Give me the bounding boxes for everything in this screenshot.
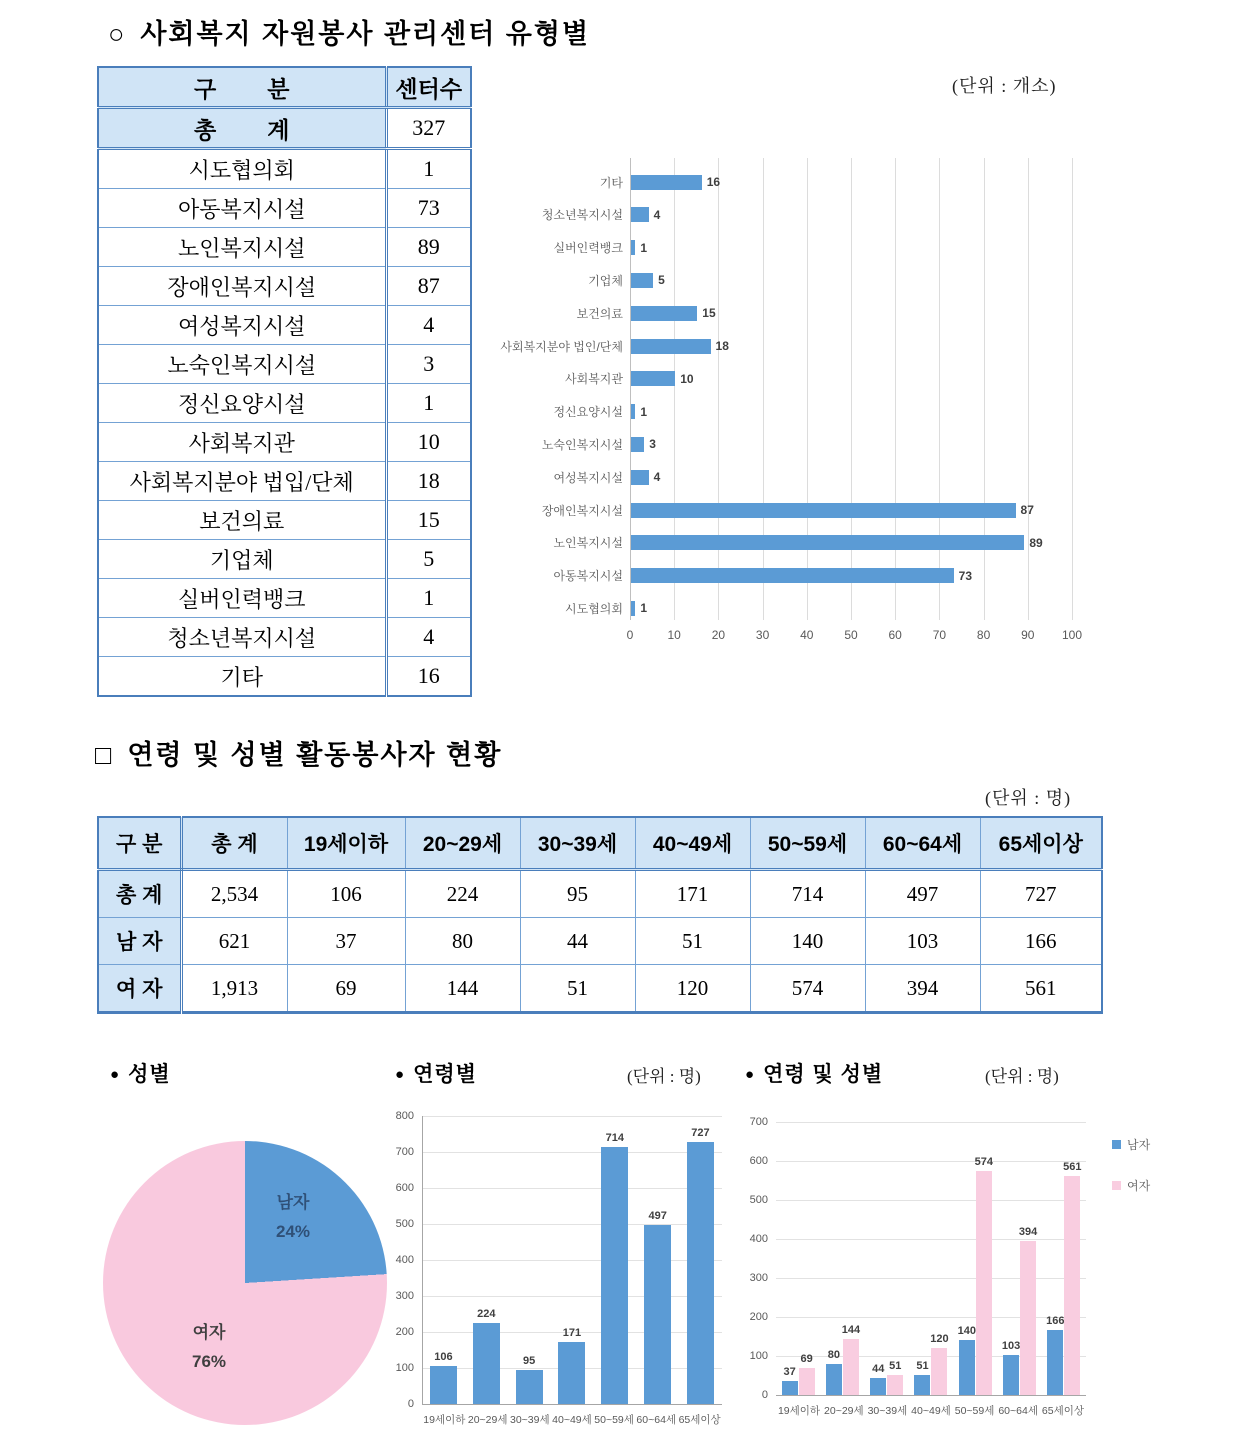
table-row [98, 965, 1102, 1013]
column-header: 65세이상 [980, 817, 1102, 870]
row-value-cell: 106 [287, 870, 405, 918]
center-type-table [97, 66, 472, 697]
y-tick-label: 700 [395, 1146, 414, 1158]
age-gender-chart-unit-note: (단위 : 명) [985, 1067, 1059, 1086]
table-row [98, 540, 471, 579]
pie-label-value: 24% [275, 1221, 311, 1241]
bar-row [495, 560, 1112, 592]
axis-tick-label: 60 [888, 628, 902, 642]
age-gender-table [97, 816, 1103, 1014]
x-category-label: 30~39세 [510, 1414, 550, 1426]
bar-group [1003, 1122, 1037, 1395]
y-tick-label: 0 [761, 1389, 768, 1401]
bar-value-label: 18 [715, 339, 729, 353]
bar-value-label: 1 [640, 601, 648, 616]
bar [1063, 1161, 1082, 1395]
bar-value-label: 89 [1029, 535, 1043, 550]
row-value-cell: 4 [386, 306, 471, 345]
legend-label: 남자 [1127, 1138, 1151, 1152]
row-value-cell: 727 [980, 870, 1102, 918]
bar-value-label: 140 [957, 1325, 976, 1338]
bar [601, 1131, 628, 1404]
row-label-cell: 정신요양시설 [98, 384, 386, 423]
y-tick-label: 100 [395, 1362, 414, 1374]
legend-swatch [1112, 1181, 1121, 1190]
row-value-cell: 1 [386, 579, 471, 618]
table-row [98, 108, 471, 149]
axis-tick-label: 0 [626, 628, 634, 642]
bar-value-label: 120 [930, 1333, 949, 1346]
bar-category-label: 기업체 [588, 273, 623, 288]
bar [644, 1210, 671, 1404]
age-bar-chart [392, 1100, 730, 1450]
row-value-cell: 10 [386, 423, 471, 462]
age-gender-bar-chart [746, 1100, 1160, 1450]
bar-group [558, 1116, 585, 1404]
row-label-cell: 사회복지분야 법입/단체 [98, 462, 386, 501]
bar-group [473, 1116, 500, 1404]
bullet-icon: ● [395, 1066, 406, 1083]
bar-category-label: 사회복지분야 법인/단체 [500, 339, 623, 354]
row-label-cell: 장애인복지시설 [98, 267, 386, 306]
row-value-cell: 1 [386, 149, 471, 189]
bar-row [495, 330, 1112, 362]
axis-tick-label: 90 [1021, 628, 1035, 642]
bar-value-label: 80 [827, 1348, 841, 1361]
row-value-cell: 95 [520, 870, 635, 918]
section1-title-text: 사회복지 자원봉사 관리센터 유형별 [140, 19, 591, 49]
table-row [98, 189, 471, 228]
bar-value-label: 95 [522, 1354, 536, 1367]
bar [957, 1325, 976, 1395]
bar-value-label: 73 [958, 568, 973, 583]
row-value-cell: 574 [750, 965, 865, 1013]
bar [631, 601, 635, 616]
bar-group [644, 1116, 671, 1404]
bar-category-label: 아동복지시설 [553, 569, 623, 584]
bar [631, 207, 649, 222]
table-row [98, 918, 1102, 965]
bar-value-label: 5 [658, 273, 665, 288]
row-value-cell: 144 [405, 965, 520, 1013]
pie-graphic [103, 1141, 387, 1425]
bar-category-label: 노숙인복지시설 [541, 437, 623, 452]
bullet-icon: ● [110, 1066, 121, 1083]
h-gridline [776, 1395, 1086, 1396]
table-row [98, 267, 471, 306]
axis-tick-label: 80 [976, 628, 991, 642]
bar-row [495, 232, 1112, 264]
row-value-cell: 18 [386, 462, 471, 501]
bar-row [495, 592, 1112, 624]
bar-value-label: 144 [841, 1323, 861, 1336]
section2-title-text: 연령 및 성별 활동봉사자 현황 [127, 740, 503, 770]
axis-tick-label: 20 [711, 628, 726, 642]
table-row [98, 501, 471, 540]
bar-value-label: 561 [1063, 1161, 1082, 1174]
bar-value-label: 51 [889, 1360, 902, 1373]
bar-value-label: 224 [477, 1308, 496, 1321]
row-label-cell: 청소년복지시설 [98, 618, 386, 657]
row-value-cell: 16 [386, 657, 471, 697]
bar-category-label: 사회복지관 [565, 372, 623, 387]
row-label-cell: 노인복지시설 [98, 228, 386, 267]
bar-group [914, 1122, 948, 1395]
row-label-cell: 실버인력뱅크 [98, 579, 386, 618]
x-category-label: 20~29세 [467, 1414, 508, 1426]
bar-category-label: 시도협의회 [565, 601, 623, 616]
y-tick-label: 800 [395, 1110, 414, 1122]
row-value-cell: 1,913 [181, 965, 287, 1013]
bar [1001, 1339, 1021, 1395]
bars-area [422, 1116, 722, 1404]
bar [914, 1360, 930, 1395]
bar-value-label: 497 [648, 1210, 667, 1223]
bar [687, 1127, 714, 1404]
row-value-cell: 224 [405, 870, 520, 918]
row-value-cell: 561 [980, 965, 1102, 1013]
bar-row [495, 428, 1112, 460]
row-value-cell: 69 [287, 965, 405, 1013]
age-gender-chart-title [745, 1058, 883, 1088]
row-value-cell: 5 [386, 540, 471, 579]
x-category-label: 60~64세 [998, 1405, 1038, 1417]
y-tick-label: 600 [395, 1182, 414, 1194]
bar-value-label: 4 [653, 470, 661, 485]
y-tick-label: 0 [407, 1398, 414, 1410]
bar [1046, 1315, 1065, 1395]
row-value-cell: 497 [865, 870, 980, 918]
row-label-cell: 시도협의회 [98, 149, 386, 189]
row-label-cell: 기타 [98, 657, 386, 697]
bar [631, 371, 675, 386]
table-header-row [98, 817, 1102, 870]
bar-value-label: 16 [706, 175, 721, 189]
y-tick-label: 400 [749, 1233, 768, 1245]
bar-row [495, 396, 1112, 428]
pie-label-male [253, 1189, 333, 1247]
bullet-icon: ● [745, 1066, 756, 1083]
x-axis-labels [422, 1412, 722, 1427]
row-value-cell: 103 [865, 918, 980, 965]
table-row [98, 462, 471, 501]
row-label-cell: 보건의료 [98, 501, 386, 540]
column-header: 19세이하 [287, 817, 405, 870]
row-value-cell: 15 [386, 501, 471, 540]
row-value-cell: 1 [386, 384, 471, 423]
y-tick-label: 300 [395, 1290, 414, 1302]
row-label-cell: 사회복지관 [98, 423, 386, 462]
table-row [98, 306, 471, 345]
y-tick-label: 200 [395, 1326, 414, 1338]
row-label-cell: 기업체 [98, 540, 386, 579]
bar-row [495, 461, 1112, 493]
pie-label-name: 남자 [276, 1193, 310, 1212]
bar-row [495, 297, 1112, 329]
column-header: 센터수 [386, 67, 471, 108]
table-row [98, 870, 1102, 918]
bar [631, 568, 954, 583]
row-value-cell: 166 [980, 918, 1102, 965]
gender-pie-chart [103, 1141, 387, 1425]
bar-group [958, 1122, 992, 1395]
bar-value-label: 15 [702, 306, 716, 321]
x-category-label: 65세이상 [1041, 1405, 1085, 1417]
row-value-cell: 51 [635, 918, 750, 965]
legend-item [1112, 1177, 1150, 1194]
row-value-cell: 73 [386, 189, 471, 228]
row-value-cell: 120 [635, 965, 750, 1013]
legend-label: 여자 [1127, 1179, 1151, 1193]
axis-tick-label: 10 [667, 628, 681, 642]
bar-category-label: 정신요양시설 [553, 405, 623, 420]
table-row [98, 423, 471, 462]
column-header: 50~59세 [750, 817, 865, 870]
bar-value-label: 3 [649, 437, 656, 452]
bar-value-label: 4 [653, 207, 661, 222]
bar-category-label: 청소년복지시설 [541, 208, 623, 223]
table-row [98, 579, 471, 618]
axis-tick-label: 40 [800, 628, 814, 642]
row-value-cell: 140 [750, 918, 865, 965]
center-type-bar-chart [495, 140, 1112, 688]
bar-value-label: 51 [916, 1360, 929, 1373]
bar-group [870, 1122, 904, 1395]
bar-row [495, 527, 1112, 559]
y-tick-label: 700 [749, 1116, 768, 1128]
bar [631, 470, 649, 485]
row-value-cell: 714 [750, 870, 865, 918]
bar [631, 535, 1024, 550]
h-gridline [422, 1404, 722, 1405]
x-category-label: 50~59세 [594, 1414, 634, 1426]
bar-row [495, 264, 1112, 296]
x-category-label: 30~39세 [867, 1405, 908, 1417]
bar-value-label: 69 [800, 1353, 813, 1366]
bar [473, 1308, 500, 1404]
bar-group [825, 1122, 859, 1395]
x-category-label: 50~59세 [954, 1405, 995, 1417]
bar-category-label: 노인복지시설 [553, 536, 623, 551]
bar-category-label: 보건의료 [576, 306, 623, 321]
x-category-label: 40~49세 [552, 1414, 592, 1426]
column-header: 총 계 [181, 817, 287, 870]
bar-value-label: 10 [680, 371, 694, 386]
bar-category-label: 기타 [599, 175, 623, 190]
bars-area [776, 1122, 1086, 1395]
row-value-cell: 4 [386, 618, 471, 657]
row-value-cell: 2,534 [181, 870, 287, 918]
legend-swatch [1112, 1140, 1121, 1149]
row-value-cell: 621 [181, 918, 287, 965]
section2-title [95, 733, 502, 772]
bar-value-label: 714 [605, 1131, 624, 1144]
square-marker-icon: □ [95, 740, 114, 770]
bar [631, 240, 635, 255]
bar-category-label: 장애인복지시설 [541, 503, 623, 518]
legend [1112, 1136, 1150, 1218]
bar-group [781, 1122, 815, 1395]
bar-value-label: 394 [1018, 1226, 1038, 1239]
x-axis-labels [776, 1403, 1086, 1418]
row-value-cell: 327 [386, 108, 471, 149]
row-value-cell: 80 [405, 918, 520, 965]
table-row [98, 384, 471, 423]
y-tick-label: 300 [749, 1272, 768, 1284]
y-tick-label: 500 [749, 1194, 768, 1206]
bar-category-label: 실버인력뱅크 [553, 241, 623, 256]
bar-group [516, 1116, 543, 1404]
axis-tick-label: 70 [932, 628, 947, 642]
x-category-label: 65세이상 [678, 1414, 721, 1426]
x-category-label: 40~49세 [911, 1405, 951, 1417]
bar-value-label: 103 [1001, 1339, 1021, 1352]
row-value-cell: 89 [386, 228, 471, 267]
bar [631, 175, 702, 190]
y-tick-label: 200 [749, 1311, 768, 1323]
bar [631, 404, 635, 419]
bar-row [495, 166, 1112, 198]
bar [1018, 1226, 1038, 1395]
bar-group [1047, 1122, 1081, 1395]
circle-marker-icon: ○ [108, 19, 127, 49]
bar-value-label: 166 [1046, 1315, 1065, 1328]
table-row [98, 149, 471, 189]
bar-category-label: 여성복지시설 [553, 470, 623, 485]
bar-row [495, 199, 1112, 231]
x-category-label: 19세이하 [777, 1405, 821, 1417]
y-tick-label: 100 [749, 1350, 768, 1362]
table-row [98, 618, 471, 657]
pie-label-female [169, 1319, 249, 1377]
age-chart-unit-note: (단위 : 명) [627, 1067, 701, 1086]
bar-value-label: 727 [691, 1127, 710, 1140]
bar [782, 1365, 798, 1395]
y-tick-label: 500 [395, 1218, 414, 1230]
bar-value-label: 171 [562, 1327, 582, 1340]
bar-value-label: 37 [783, 1365, 796, 1378]
bar [631, 306, 697, 321]
section1-title [108, 12, 590, 51]
table-row [98, 228, 471, 267]
unit-note-2: (단위 : 명) [985, 788, 1072, 808]
y-tick-label: 600 [749, 1155, 768, 1167]
table-row [98, 345, 471, 384]
x-category-label: 19세이하 [423, 1414, 466, 1426]
row-value-cell: 3 [386, 345, 471, 384]
bar-row [495, 363, 1112, 395]
column-header: 20~29세 [405, 817, 520, 870]
column-header: 60~64세 [865, 817, 980, 870]
table-header-row [98, 67, 471, 108]
row-label-cell: 여성복지시설 [98, 306, 386, 345]
pie-chart-title [110, 1058, 171, 1088]
bar [631, 339, 711, 354]
bar-group [430, 1116, 457, 1404]
bar [631, 503, 1016, 518]
bar [826, 1348, 842, 1395]
row-label-cell: 아동복지시설 [98, 189, 386, 228]
axis-tick-label: 100 [1061, 628, 1083, 642]
column-header: 30~39세 [520, 817, 635, 870]
table-row [98, 657, 471, 697]
column-header: 40~49세 [635, 817, 750, 870]
bar [841, 1323, 861, 1395]
age-chart-title [395, 1058, 477, 1088]
bar [930, 1333, 949, 1395]
row-label-cell: 여 자 [98, 965, 181, 1013]
column-header: 구 분 [98, 67, 386, 108]
row-value-cell: 44 [520, 918, 635, 965]
bar-group [687, 1116, 714, 1404]
row-value-cell: 87 [386, 267, 471, 306]
age-gender-chart-title-text: 연령 및 성별 [763, 1063, 884, 1086]
axis-tick-label: 50 [844, 628, 858, 642]
row-value-cell: 171 [635, 870, 750, 918]
row-label-cell: 남 자 [98, 918, 181, 965]
bar [430, 1350, 457, 1404]
axis-tick-label: 30 [755, 628, 770, 642]
bar-value-label: 44 [872, 1362, 885, 1375]
bar [799, 1353, 815, 1395]
bar-value-label: 106 [434, 1350, 453, 1363]
row-label-cell: 노숙인복지시설 [98, 345, 386, 384]
row-label-cell: 총 계 [98, 108, 386, 149]
bar [558, 1327, 585, 1404]
row-value-cell: 37 [287, 918, 405, 965]
row-value-cell: 394 [865, 965, 980, 1013]
bar-value-label: 1 [640, 404, 648, 419]
age-chart-title-text: 연령별 [413, 1063, 477, 1086]
bar [887, 1360, 903, 1395]
bar-value-label: 87 [1020, 503, 1034, 517]
bar [631, 273, 653, 288]
pie-chart-title-text: 성별 [128, 1063, 171, 1086]
x-category-label: 20~29세 [824, 1405, 864, 1417]
y-tick-label: 400 [395, 1254, 414, 1266]
bar-group [601, 1116, 628, 1404]
column-header: 구 분 [98, 817, 181, 870]
bar-value-label: 1 [640, 240, 648, 255]
pie-label-value: 76% [191, 1351, 227, 1371]
row-value-cell: 51 [520, 965, 635, 1013]
bar [631, 437, 644, 452]
bar-row [495, 494, 1112, 526]
legend-item [1112, 1136, 1150, 1153]
row-label-cell: 총 계 [98, 870, 181, 918]
bar [974, 1156, 993, 1395]
bar [870, 1362, 886, 1395]
x-category-label: 60~64세 [636, 1414, 677, 1426]
bar-value-label: 574 [974, 1156, 993, 1169]
bar [516, 1354, 543, 1404]
unit-note-1: (단위 : 개소) [952, 76, 1057, 96]
pie-label-name: 여자 [192, 1323, 226, 1342]
